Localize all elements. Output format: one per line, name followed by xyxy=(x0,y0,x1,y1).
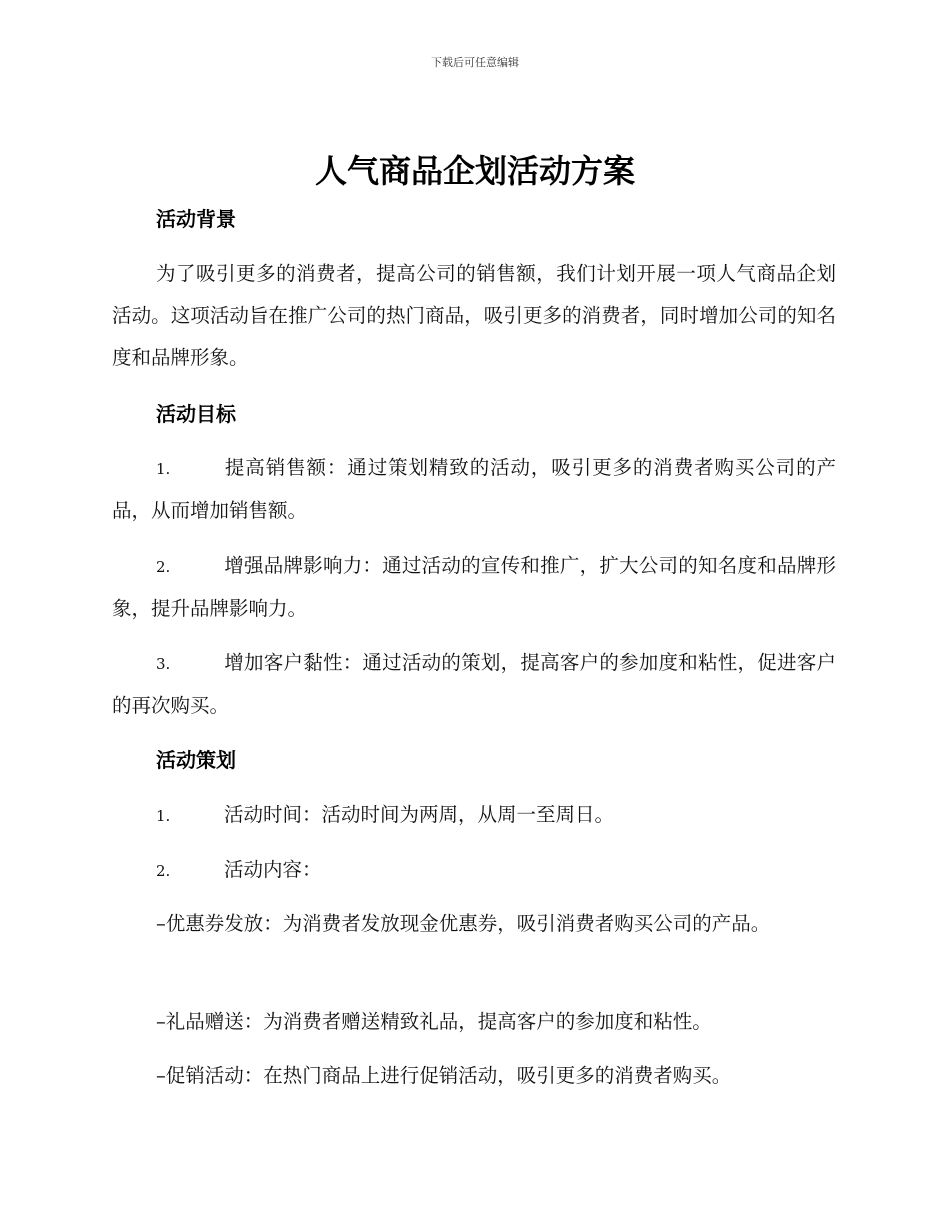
plan-sub-item: –礼品赠送：为消费者赠送精致礼品，提高客户的参加度和粘性。 xyxy=(156,1010,712,1033)
plan-item-text: 活动内容： xyxy=(224,858,322,881)
plan-item-text: 活动时间：活动时间为两周，从周一至周日。 xyxy=(224,803,615,826)
header-note: 下载后可任意编辑 xyxy=(431,56,519,69)
goal-item-text: 提高销售额：通过策划精致的活动，吸引更多的消费者购买公司的产品，从而增加销售额。 xyxy=(112,456,836,522)
goal-item-number: 3. xyxy=(156,655,171,673)
document-title: 人气商品企划活动方案 xyxy=(314,152,635,190)
section-heading-background: 活动背景 xyxy=(156,207,236,231)
plan-item xyxy=(112,849,836,892)
section-heading-plan: 活动策划 xyxy=(156,748,236,772)
section-heading-goals: 活动目标 xyxy=(156,402,236,426)
plan-sub-item: –优惠券发放：为消费者发放现金优惠券，吸引消费者购买公司的产品。 xyxy=(156,912,771,935)
plan-sub-item: –促销活动：在热门商品上进行促销活动，吸引更多的消费者购买。 xyxy=(156,1064,732,1087)
plan-item xyxy=(112,794,836,837)
plan-item-number: 1. xyxy=(156,807,171,825)
goal-item-number: 2. xyxy=(156,558,171,576)
goal-item-number: 1. xyxy=(156,460,171,478)
goal-item xyxy=(112,642,836,727)
goal-item-text: 增强品牌影响力：通过活动的宣传和推广，扩大公司的知名度和品牌形象，提升品牌影响力。 xyxy=(112,554,836,620)
background-paragraph: 为了吸引更多的消费者，提高公司的销售额，我们计划开展一项人气商品企划活动。这项活动旨在推广公司的热门商品，吸引更多的消费者，同时增加公司的知名度和品牌形象。 xyxy=(112,262,836,369)
goal-item xyxy=(112,447,836,532)
goal-item-text: 增加客户黏性：通过活动的策划，提高客户的参加度和粘性，促进客户的再次购买。 xyxy=(112,651,836,717)
plan-item-number: 2. xyxy=(156,862,171,880)
goal-item xyxy=(112,545,836,630)
